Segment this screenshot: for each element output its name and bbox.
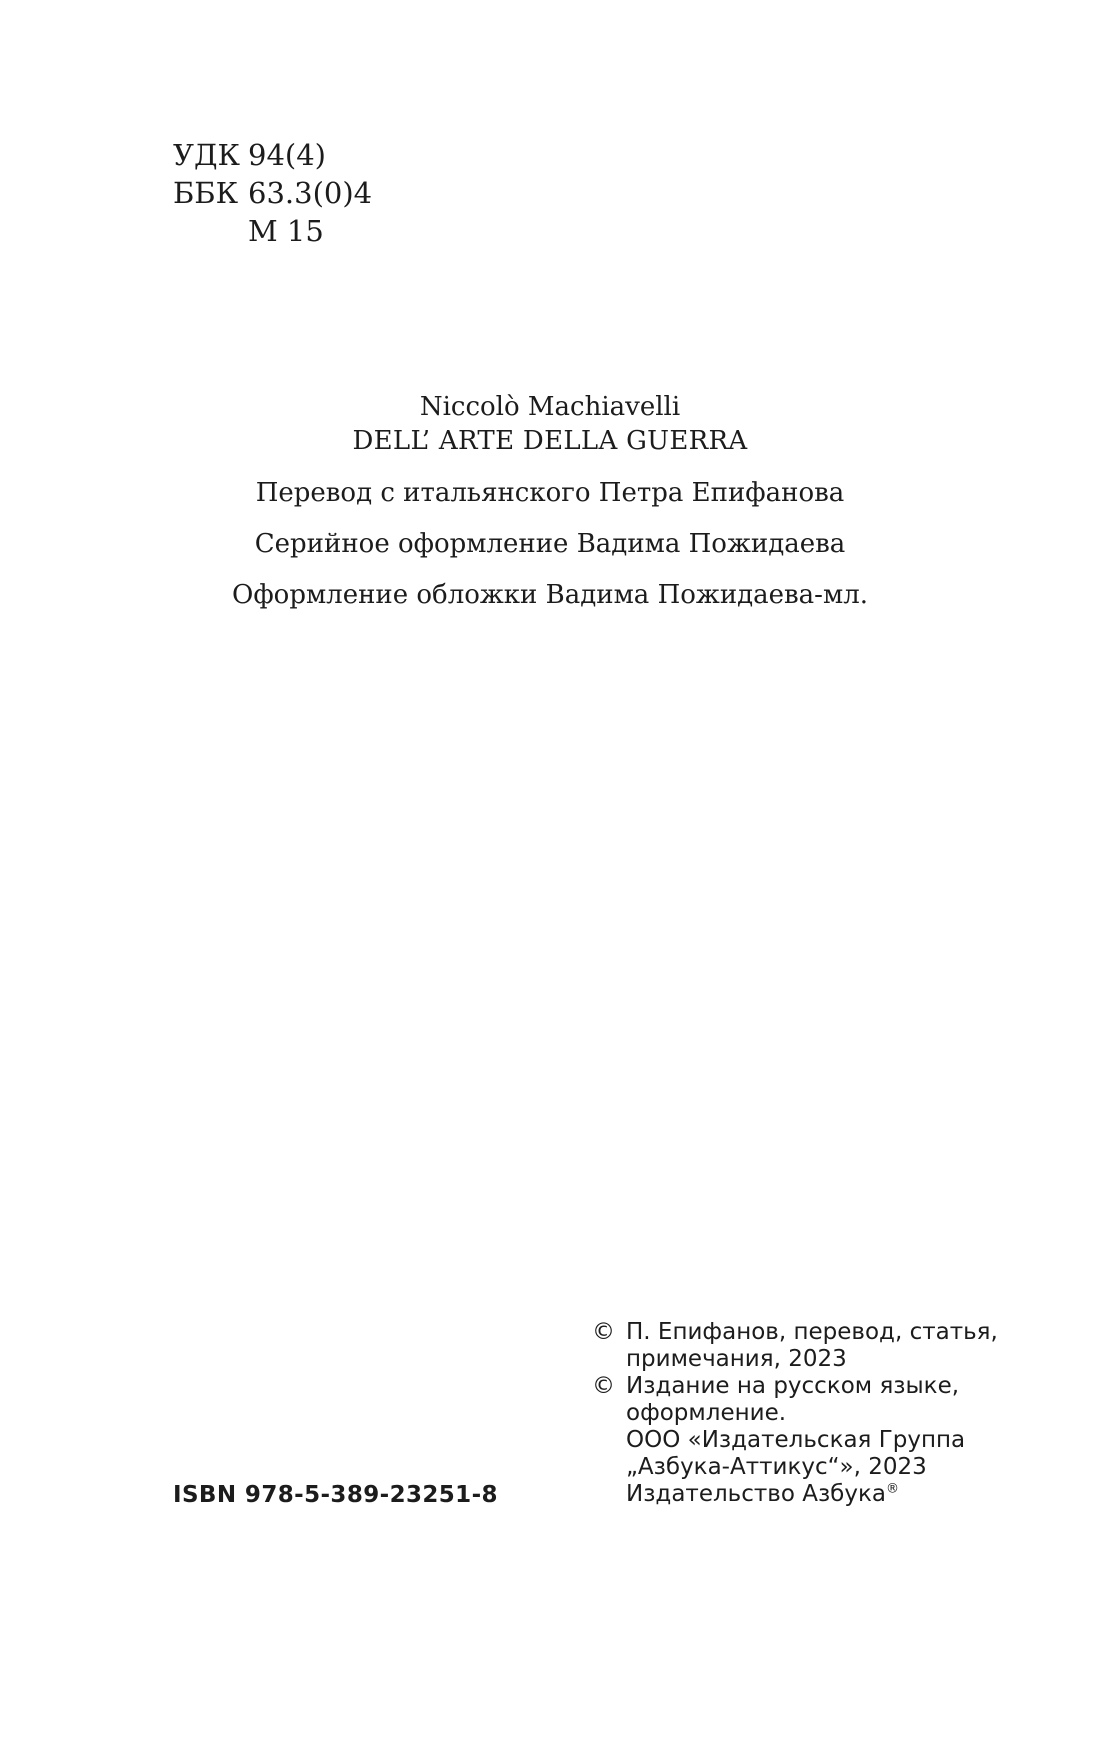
copyright-text (626, 1373, 965, 1508)
classification-block (173, 136, 372, 250)
publisher-line (626, 1481, 965, 1508)
translator-credit: Перевод с итальянского Петра Епифанова (255, 478, 845, 508)
copyright-line: П. Епифанов, перевод, статья, (626, 1319, 998, 1345)
original-author: Niccolò Machiavelli (419, 392, 681, 422)
copyright-entry (592, 1373, 998, 1508)
author-mark-label (173, 212, 248, 250)
copyright-line: „Азбука-Аттикус“», 2023 (626, 1454, 927, 1480)
bbk-label: ББК (173, 176, 239, 210)
copyright-text (626, 1319, 998, 1373)
udk-value: 94(4) (248, 138, 326, 172)
copyright-line: оформление. (626, 1400, 787, 1426)
original-title: DELL’ ARTE DELLA GUERRA (352, 426, 748, 456)
udk-row (173, 136, 372, 174)
copyright-entry (592, 1319, 998, 1373)
publisher-name: Издательство Азбука (626, 1481, 886, 1507)
isbn: ISBN 978-5-389-23251-8 (173, 1482, 498, 1508)
copyright-line: ООО «Издательская Группа (626, 1427, 966, 1453)
copyright-block (592, 1319, 998, 1508)
author-mark-row (173, 212, 372, 250)
copyright-line: Издание на русском языке, (626, 1373, 960, 1399)
bbk-value: 63.3(0)4 (248, 176, 373, 210)
copyright-line: примечания, 2023 (626, 1346, 847, 1372)
udk-label: УДК (173, 138, 240, 172)
bbk-row (173, 174, 372, 212)
registered-mark: ® (885, 1481, 899, 1497)
copyright-sign: © (592, 1319, 615, 1345)
cover-design-credit: Оформление обложки Вадима Пожидаева-мл. (232, 580, 868, 610)
copyright-sign: © (592, 1373, 615, 1399)
author-mark-value: М 15 (248, 214, 324, 248)
title-block (0, 390, 1100, 612)
series-design-credit: Серийное оформление Вадима Пожидаева (254, 529, 846, 559)
